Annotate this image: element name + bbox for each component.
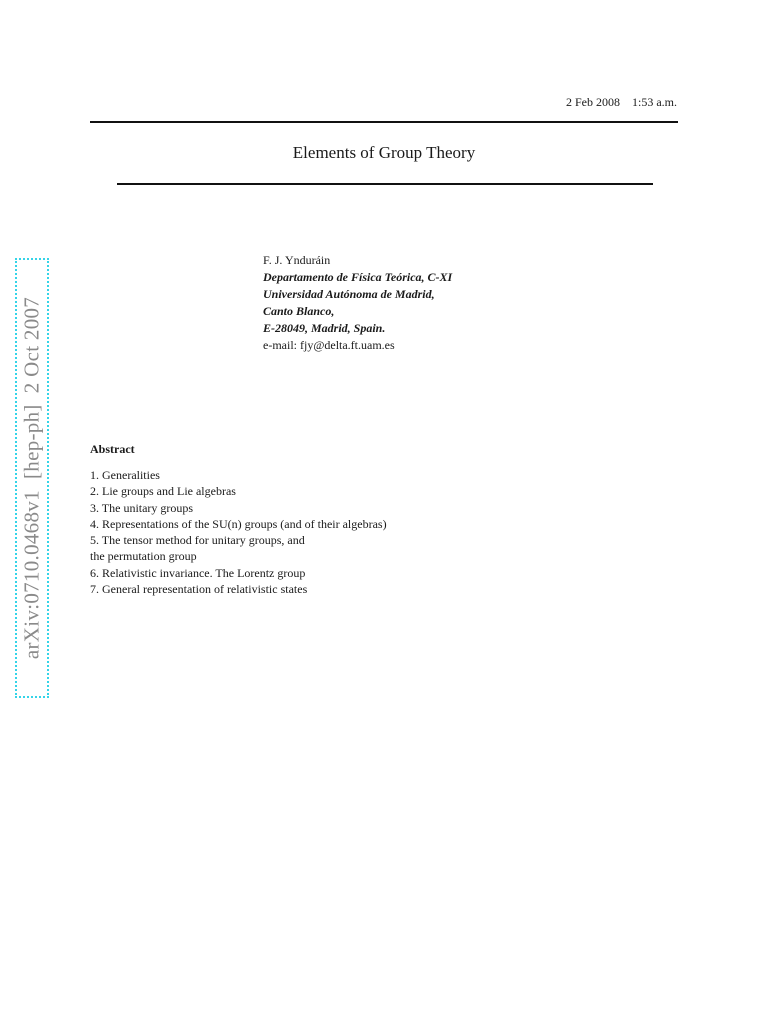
- abstract-item: 5. The tensor method for unitary groups, and: [90, 533, 305, 548]
- affiliation-line: E-28049, Madrid, Spain.: [263, 321, 386, 335]
- abstract-section: [90, 442, 387, 597]
- abstract-item: 3. The unitary groups: [90, 500, 194, 515]
- abstract-item: the permutation group: [90, 549, 197, 564]
- author-email: e-mail: fjy@delta.ft.uam.es: [263, 338, 395, 352]
- abstract-item: 6. Relativistic invariance. The Lorentz group: [90, 565, 306, 580]
- abstract-item: 1. Generalities: [90, 468, 160, 482]
- abstract-item: 7. General representation of relativistic states: [90, 582, 308, 597]
- abstract-item: 4. Representations of the SU(n) groups (and of their algebras): [90, 516, 387, 531]
- affiliation-line: Departamento de Física Teórica, C-XI: [263, 270, 453, 284]
- author-block: [263, 252, 452, 354]
- affiliation-line: Canto Blanco,: [263, 304, 335, 318]
- arxiv-stamp-text: arXiv:0710.0468v1 [hep-ph] 2 Oct 2007: [19, 296, 44, 660]
- abstract-item: 2. Lie groups and Lie algebras: [90, 484, 236, 499]
- date-stamp: 2 Feb 2008 1:53 a.m.: [566, 95, 677, 109]
- abstract-heading: Abstract: [90, 442, 135, 456]
- affiliation-line: Universidad Autónoma de Madrid,: [263, 287, 435, 301]
- paper-title: Elements of Group Theory: [292, 143, 476, 162]
- arxiv-stamp: [15, 258, 49, 698]
- top-rule: [90, 121, 678, 123]
- bottom-rule: [117, 183, 653, 185]
- author-name: F. J. Ynduráin: [263, 253, 331, 267]
